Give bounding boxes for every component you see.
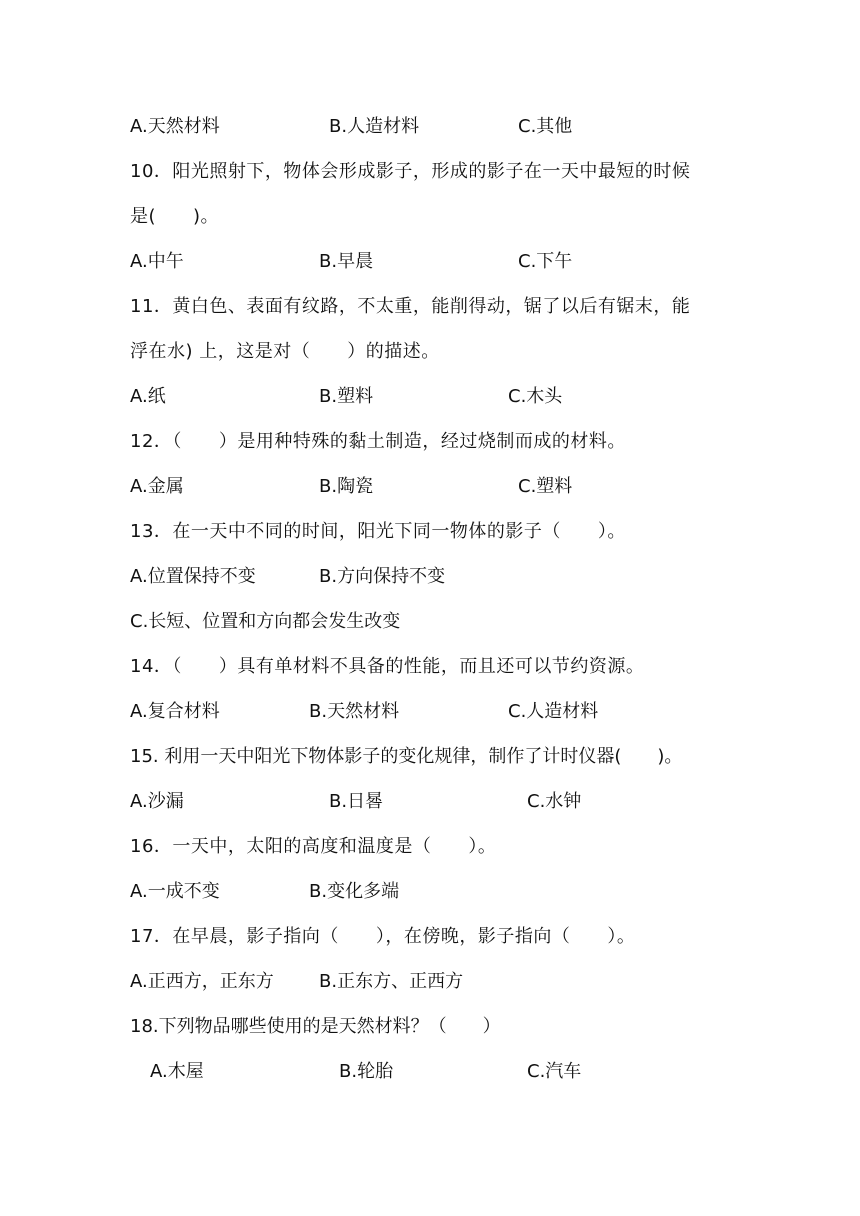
q10-text-line1: 10．阳光照射下，物体会形成影子，形成的影子在一天中最短的时候	[130, 161, 691, 182]
q11-text-line1: 11．黄白色、表面有纹路，不太重，能削得动，锯了以后有锯末，能	[130, 296, 691, 317]
q12-option-a: A.金属	[130, 476, 184, 497]
q9-option-c: C.其他	[518, 116, 573, 137]
q13-option-b: B.方向保持不变	[319, 566, 446, 587]
q14-text-line1: 14．（ ）具有单材料不具备的性能，而且还可以节约资源。	[130, 656, 645, 677]
q11-option-b: B.塑料	[319, 386, 374, 407]
q9-option-a: A.天然材料	[130, 116, 220, 137]
q10-text-line2: 是( )。	[130, 206, 220, 227]
q12-text-line1: 12．（ ）是用种特殊的黏土制造，经过烧制而成的材料。	[130, 431, 626, 452]
q15-text-line1: 15. 利用一天中阳光下物体影子的变化规律，制作了计时仪器( )。	[130, 746, 683, 767]
q14-option-a: A.复合材料	[130, 701, 220, 722]
q18-option-c: C.汽车	[527, 1061, 582, 1082]
q14-option-b: B.天然材料	[309, 701, 400, 722]
q10-option-a: A.中午	[130, 251, 184, 272]
q14-option-c: C.人造材料	[508, 701, 599, 722]
q17-option-a: A.正西方，正东方	[130, 971, 274, 992]
q9-option-b: B.人造材料	[329, 116, 420, 137]
q18-text-line1: 18.下列物品哪些使用的是天然材料？（ ）	[130, 1016, 501, 1037]
q16-text-line1: 16．一天中，太阳的高度和温度是（ ）。	[130, 836, 497, 857]
q10-option-c: C.下午	[518, 251, 573, 272]
q11-option-c: C.木头	[508, 386, 563, 407]
q12-option-b: B.陶瓷	[319, 476, 374, 497]
q12-option-c: C.塑料	[518, 476, 573, 497]
q17-option-b: B.正东方、正西方	[319, 971, 464, 992]
q10-option-b: B.早晨	[319, 251, 374, 272]
q16-option-a: A.一成不变	[130, 881, 220, 902]
q15-option-a: A.沙漏	[130, 791, 184, 812]
q15-option-b: B.日晷	[329, 791, 384, 812]
q18-option-a: A.木屋	[150, 1061, 204, 1082]
q11-option-a: A.纸	[130, 386, 166, 407]
q18-option-b: B.轮胎	[339, 1061, 394, 1082]
q13-option-a: A.位置保持不变	[130, 566, 256, 587]
q16-option-b: B.变化多端	[309, 881, 400, 902]
q13-option-c: C.长短、位置和方向都会发生改变	[130, 611, 401, 632]
q13-text-line1: 13．在一天中不同的时间，阳光下同一物体的影子（ ）。	[130, 521, 626, 542]
q11-text-line2: 浮在水) 上，这是对（ ）的描述。	[130, 341, 440, 362]
q17-text-line1: 17．在早晨，影子指向（ ），在傍晚，影子指向（ ）。	[130, 926, 636, 947]
q15-option-c: C.水钟	[527, 791, 582, 812]
